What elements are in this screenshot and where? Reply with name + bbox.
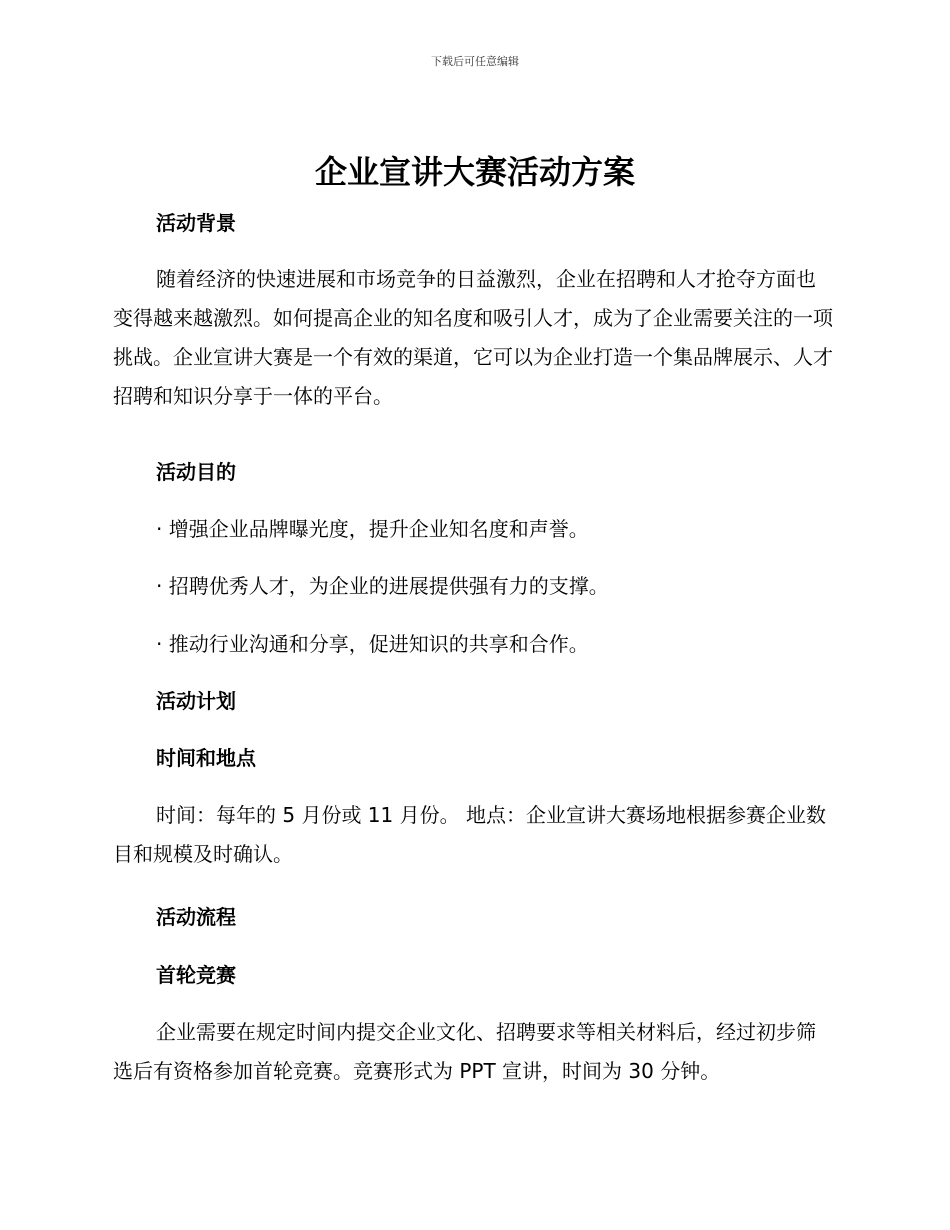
- background-paragraph: 随着经济的快速进展和市场竞争的日益激烈，企业在招聘和人才抢夺方面也变得越来越激烈。如何提高企业的知名度和吸引人才，成为了企业需要关注的一项挑战。企业宣讲大赛是一个有效的渠道，它可以为企业打造一个集品牌展示、人才招聘和知识分享于一体的平台。: [113, 267, 833, 408]
- document-title: 企业宣讲大赛活动方案: [314, 153, 635, 191]
- purpose-item-1: · 增强企业品牌曝光度，提升企业知名度和声誉。: [156, 517, 589, 541]
- purpose-item-3: · 推动行业沟通和分享，促进知识的共享和合作。: [156, 632, 589, 656]
- time-place-paragraph: 时间：每年的 5 月份或 11 月份。 地点：企业宣讲大赛场地根据参赛企业数目和规模及时确认。: [113, 803, 826, 866]
- page-header-note: 下载后可任意编辑: [431, 55, 519, 68]
- section-heading-first-round: 首轮竞赛: [156, 963, 236, 987]
- section-heading-background: 活动背景: [156, 211, 236, 235]
- section-heading-plan: 活动计划: [156, 689, 236, 713]
- first-round-paragraph: 企业需要在规定时间内提交企业文化、招聘要求等相关材料后，经过初步筛选后有资格参加首轮竞赛。竞赛形式为 PPT 宣讲，时间为 30 分钟。: [113, 1020, 816, 1083]
- section-heading-time-place: 时间和地点: [156, 746, 256, 770]
- section-heading-purpose: 活动目的: [156, 460, 236, 484]
- purpose-item-2: · 招聘优秀人才，为企业的进展提供强有力的支撑。: [156, 574, 609, 598]
- section-heading-process: 活动流程: [156, 905, 236, 929]
